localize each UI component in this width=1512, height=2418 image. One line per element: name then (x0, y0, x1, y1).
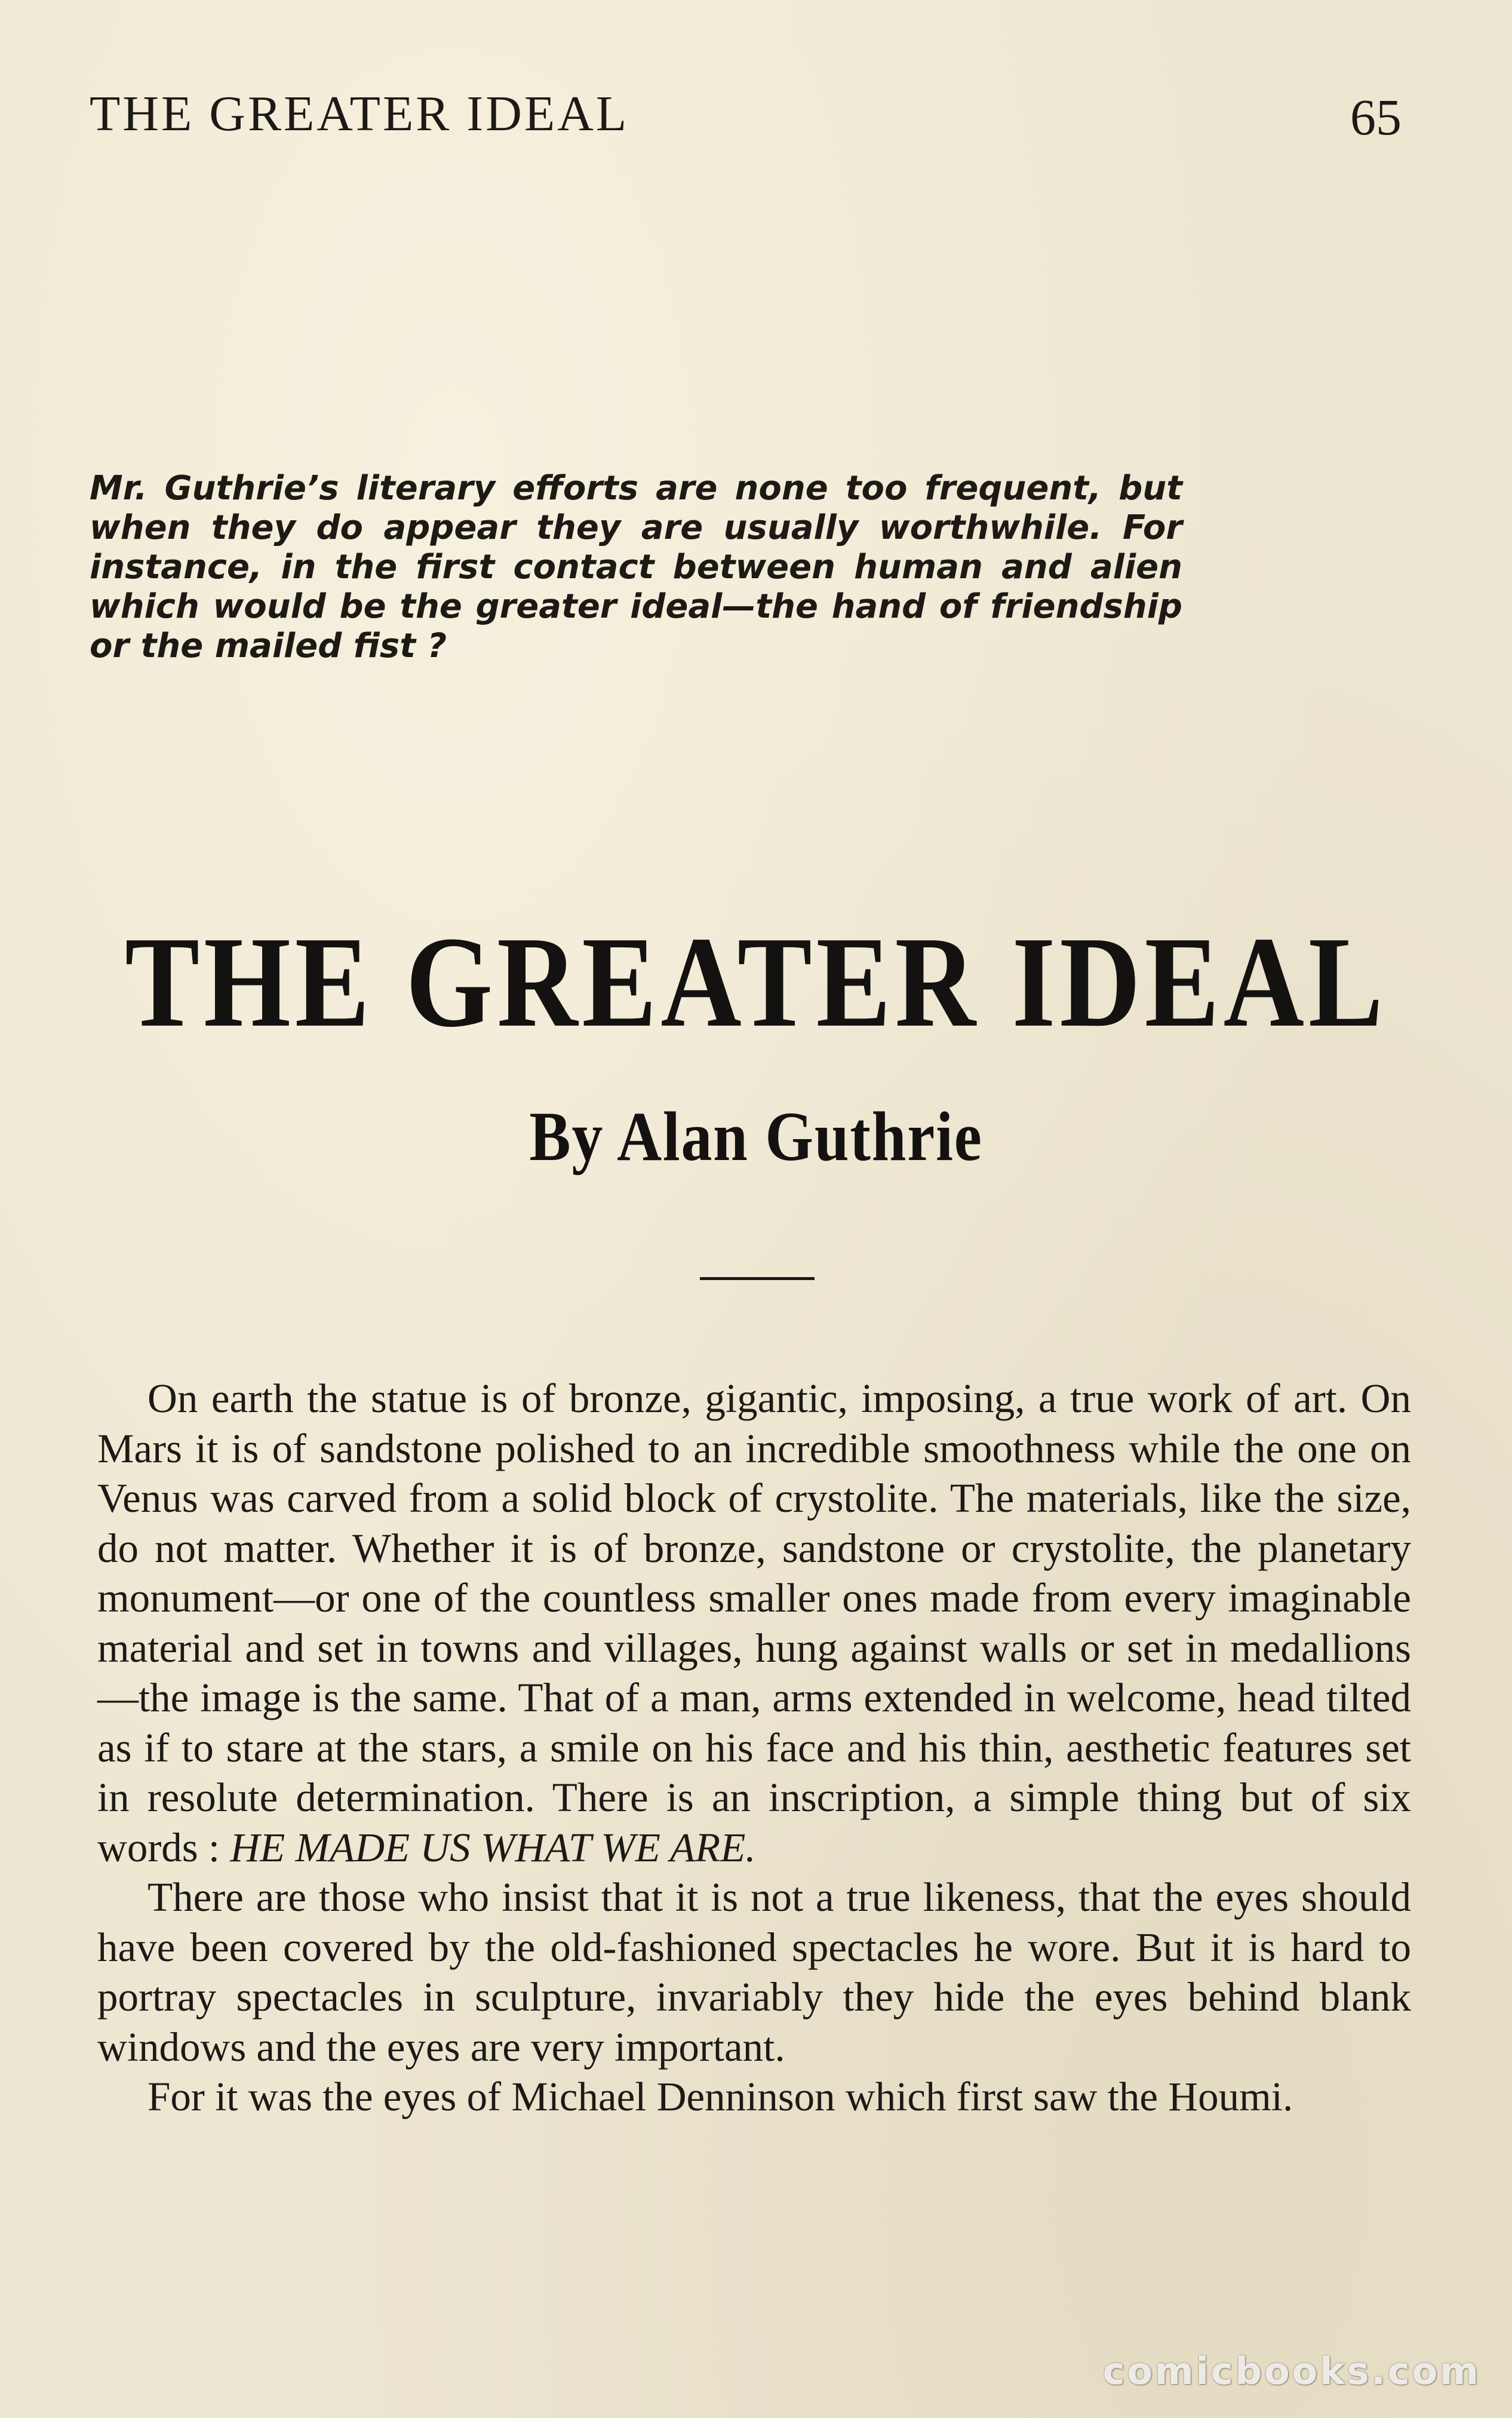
story-title: THE GREATER IDEAL (125, 910, 1387, 1054)
title-divider-rule (700, 1277, 815, 1280)
source-watermark: comicbooks.com (1102, 2349, 1481, 2393)
body-paragraph-1 (97, 1374, 1411, 1873)
page-number: 65 (1350, 88, 1402, 146)
editorial-blurb: Mr. Guthrie’s literary efforts are none too frequent, but when they do appear they are usually worthwhile. For instance, in the first contact between human and alien which would be the greater ideal—the hand of friendship or the mailed fist ? (90, 469, 1182, 665)
body-paragraph-3: For it was the eyes of Michael Denninson which first saw the Houmi. (147, 2074, 1293, 2119)
body-paragraph-1-text: On earth the statue is of bronze, gigantic, imposing, a true work of art. On Mars it is of sandstone polished to an incredible smoothness while the one on Venus was carved from a solid block of crystolite. The materials, like the size, do not matter. Whether it is of bronze, sandstone or crystolite, the planetary monument—or one of the countless smaller ones made from every imaginable material and set in towns and villages, hung against walls or set in medallions—the image is the same. That of a man, arms extended in welcome, head tilted as if to stare at the stars, a smile on his face and his thin, aesthetic features set in resolute determination. There is an inscription, a simple thing but of six words : (97, 1376, 1411, 1870)
inscription-text: HE MADE US WHAT WE ARE. (230, 1824, 756, 1870)
body-paragraph-2: There are those who insist that it is not a true likeness, that the eyes should have been covered by the old-fashioned spectacles he wore. But it is hard to portray spectacles in sculpture, invariably they hide the eyes behind blank windows and the eyes are very important. (97, 1874, 1411, 2070)
story-body (97, 1374, 1411, 2122)
story-byline: By Alan Guthrie (529, 1097, 983, 1176)
running-head-title: THE GREATER IDEAL (90, 86, 629, 142)
